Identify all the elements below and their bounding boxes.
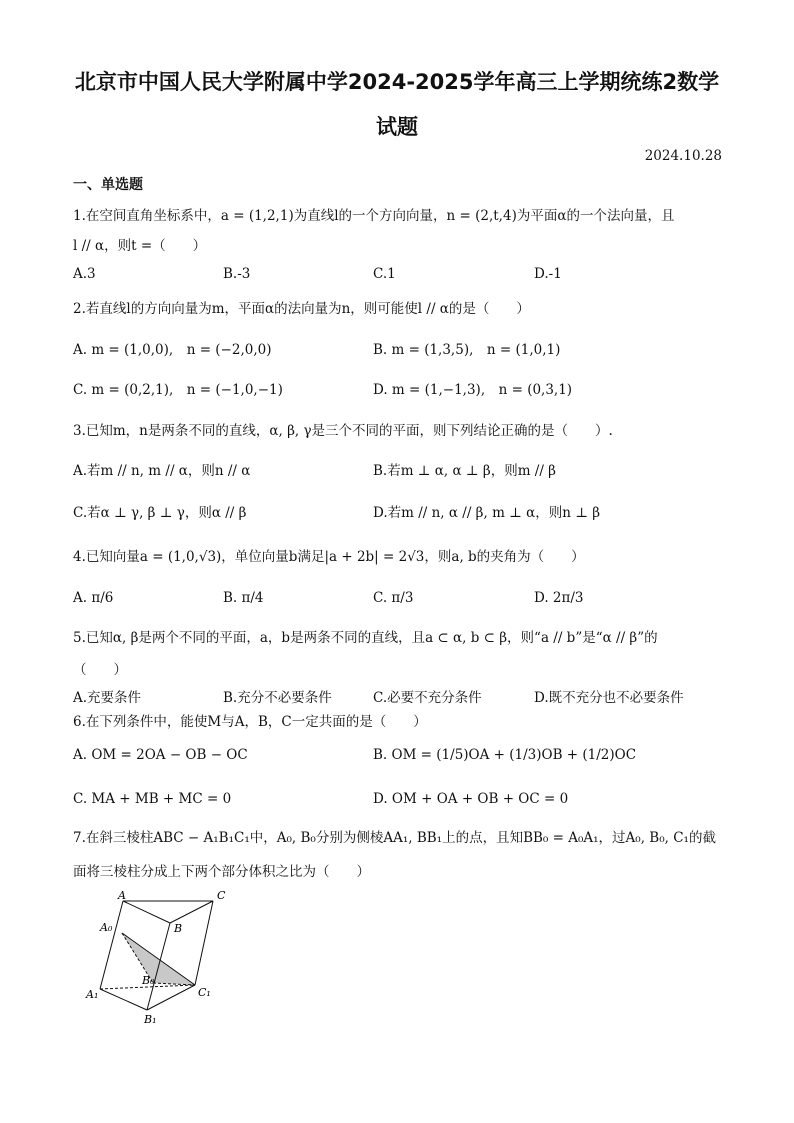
q1-option-a: A.3 xyxy=(73,266,96,282)
exam-title-line1: 北京市中国人民大学附属中学2024-2025学年高三上学期统练2数学 xyxy=(74,70,720,94)
q2-option-d: D. m = (1,−1,3), n = (0,3,1) xyxy=(373,382,573,398)
label-B: B xyxy=(174,922,183,935)
q5-option-b: B.充分不必要条件 xyxy=(223,690,332,706)
q7-stem-line2: 面将三棱柱分成上下两个部分体积之比为（ ） xyxy=(73,864,370,880)
q3-option-a: A.若m // n, m // α，则n // α xyxy=(73,463,251,479)
edge-CC1 xyxy=(195,901,213,985)
edge-AA1 xyxy=(100,901,123,989)
q1-option-c: C.1 xyxy=(373,266,396,282)
q7-stem-line1: 7.在斜三棱柱ABC − A₁B₁C₁中，A₀, B₀分别为侧棱AA₁, BB₁上的点，且知BB₀ = A₀A₁，过A₀, B₀, C₁的截 xyxy=(73,830,716,846)
q2-option-b: B. m = (1,3,5), n = (1,0,1) xyxy=(373,342,561,358)
q5-option-a: A.充要条件 xyxy=(73,690,142,706)
q2-stem: 2.若直线l的方向向量为m，平面α的法向量为n，则可能使l // α的是（ ） xyxy=(73,301,530,317)
q3-option-c: C.若α ⊥ γ, β ⊥ γ，则α // β xyxy=(73,505,247,521)
edge-BC xyxy=(170,901,213,923)
q6-option-d: D. OM + OA + OB + OC = 0 xyxy=(373,791,569,807)
edge-B1C1 xyxy=(147,985,195,1010)
q4-option-b: B. π/4 xyxy=(223,590,264,606)
label-B1: B₁ xyxy=(144,1013,157,1026)
q4-option-c: C. π/3 xyxy=(373,590,414,606)
q1-option-b: B.-3 xyxy=(223,266,251,282)
label-A: A xyxy=(118,889,126,902)
label-C1: C₁ xyxy=(198,986,211,999)
exam-date: 2024.10.28 xyxy=(644,148,722,164)
q2-option-c: C. m = (0,2,1), n = (−1,0,−1) xyxy=(73,382,283,398)
q1-stem-line2: l // α，则t =（ ） xyxy=(73,238,207,254)
q3-stem: 3.已知m，n是两条不同的直线，α, β, γ是三个不同的平面，则下列结论正确的是（ ）. xyxy=(73,423,613,439)
label-B0: B₀ xyxy=(142,974,155,987)
q5-option-d: D.既不充分也不必要条件 xyxy=(534,690,684,706)
q4-stem: 4.已知向量a = (1,0,√3)，单位向量b满足|a + 2b| = 2√3，则a, b的夹角为（ ） xyxy=(73,549,585,565)
label-C: C xyxy=(217,889,226,902)
q1-stem-line1: 1.在空间直角坐标系中，a = (1,2,1)为直线l的一个方向向量，n = (2,t,4)为平面α的一个法向量，且 xyxy=(73,208,675,224)
q3-option-b: B.若m ⊥ α, α ⊥ β，则m // β xyxy=(373,463,556,479)
q5-stem-line1: 5.已知α, β是两个不同的平面，a，b是两条不同的直线，且a ⊂ α, b ⊂ β，则“a // b”是“α // β”的 xyxy=(73,630,658,646)
q5-stem-line2: （ ） xyxy=(73,662,127,678)
q6-stem: 6.在下列条件中，能使M与A，B，C一定共面的是（ ） xyxy=(73,714,427,730)
q4-option-d: D. 2π/3 xyxy=(534,590,584,606)
q1-option-d: D.-1 xyxy=(534,266,562,282)
q4-option-a: A. π/6 xyxy=(73,590,114,606)
edge-A1B1 xyxy=(100,989,147,1010)
prism-figure xyxy=(80,888,240,1028)
q6-option-c: C. MA + MB + MC = 0 xyxy=(73,791,232,807)
q5-option-c: C.必要不充分条件 xyxy=(373,690,482,706)
edge-AB xyxy=(123,901,170,923)
q3-option-d: D.若m // n, α // β, m ⊥ α，则n ⊥ β xyxy=(373,505,601,521)
q2-option-a: A. m = (1,0,0), n = (−2,0,0) xyxy=(73,342,272,358)
label-A0: A₀ xyxy=(100,921,113,934)
exam-title-line2: 试题 xyxy=(376,115,418,139)
section-heading: 一、单选题 xyxy=(73,177,143,193)
q6-option-b: B. OM = (1/5)OA + (1/3)OB + (1/2)OC xyxy=(373,747,637,763)
label-A1: A₁ xyxy=(86,988,99,1001)
q6-option-a: A. OM = 2OA − OB − OC xyxy=(73,747,248,763)
